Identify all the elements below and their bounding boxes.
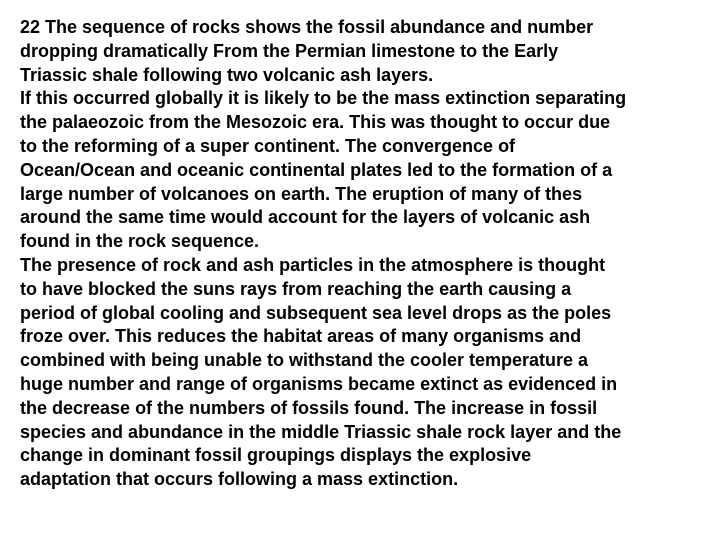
- text-line: huge number and range of organisms became extinct as evidenced in: [20, 373, 618, 394]
- text-line: 22 The sequence of rocks shows the fossil abundance and number: [20, 17, 594, 37]
- body-text: [20, 16, 710, 492]
- text-line: around the same time would account for the layers of volcanic ash: [20, 207, 591, 228]
- text-line: the palaeozoic from the Mesozoic era. This was thought to occur due: [20, 112, 611, 133]
- text-line: large number of volcanoes on earth. The eruption of many of thes: [20, 183, 583, 204]
- text-line: If this occurred globally it is likely to be the mass extinction separating: [20, 88, 627, 109]
- text-line: froze over. This reduces the habitat areas of many organisms and: [20, 326, 582, 347]
- text-line: combined with being unable to withstand the cooler temperature a: [20, 350, 589, 371]
- text-line: to have blocked the suns rays from reaching the earth causing a: [20, 278, 572, 299]
- text-line: Ocean/Ocean and oceanic continental plates led to the formation of a: [20, 159, 613, 180]
- text-line: found in the rock sequence.: [20, 231, 260, 252]
- text-line: period of global cooling and subsequent sea level drops as the poles: [20, 302, 612, 323]
- text-line: adaptation that occurs following a mass extinction.: [20, 469, 459, 490]
- text-line: dropping dramatically From the Permian limestone to the Early: [20, 40, 559, 61]
- text-line: change in dominant fossil groupings displays the explosive: [20, 445, 532, 466]
- text-line: to the reforming of a super continent. The convergence of: [20, 135, 516, 156]
- text-line: Triassic shale following two volcanic ash layers.: [20, 64, 434, 85]
- text-line: The presence of rock and ash particles in the atmosphere is thought: [20, 254, 606, 275]
- text-line: the decrease of the numbers of fossils found. The increase in fossil: [20, 397, 598, 418]
- text-line: species and abundance in the middle Triassic shale rock layer and the: [20, 421, 622, 442]
